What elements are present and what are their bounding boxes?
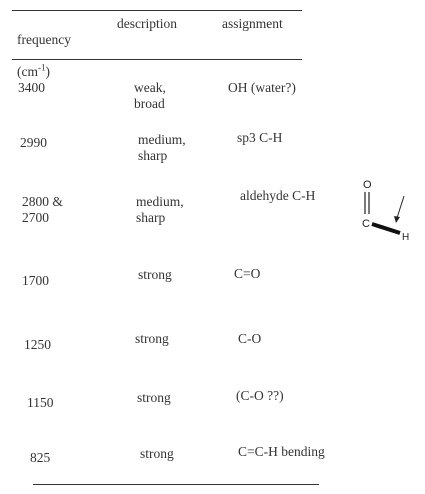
row-4-frequency: 1700 [22, 273, 49, 288]
atom-h-label: H [402, 232, 410, 243]
header-frequency-unit-sup: -1 [38, 62, 46, 73]
atom-o-label: O [363, 179, 372, 191]
row-7-description: strong [140, 446, 174, 461]
row-1-frequency: 3400 [18, 80, 45, 95]
row-5-frequency: 1250 [24, 337, 51, 352]
arrow-head-icon [394, 216, 400, 223]
row-4-assignment: C=O [234, 266, 261, 281]
row-3-frequency: 2800 & 2700 [22, 194, 63, 225]
row-7-frequency: 825 [30, 450, 51, 465]
atom-c-label: C [362, 218, 370, 230]
top-rule [12, 10, 302, 11]
aldehyde-structure-diagram [360, 178, 420, 248]
bottom-rule [33, 484, 319, 485]
row-5-description: strong [135, 331, 169, 346]
header-frequency [17, 16, 71, 80]
header-description: description [117, 16, 177, 31]
row-2-frequency: 2990 [20, 135, 47, 150]
row-3-assignment: aldehyde C-H [240, 188, 316, 203]
row-6-description: strong [137, 390, 171, 405]
row-3-description: medium, sharp [136, 194, 184, 225]
header-frequency-unit-prefix: (cm [17, 64, 38, 79]
row-6-assignment: (C-O ??) [236, 388, 284, 403]
row-1-assignment: OH (water?) [228, 80, 296, 95]
row-2-description: medium, sharp [138, 132, 186, 163]
header-frequency-unit-suffix: ) [45, 64, 50, 79]
header-assignment: assignment [222, 16, 283, 31]
row-7-assignment: C=C-H bending [238, 444, 325, 459]
row-6-frequency: 1150 [27, 395, 54, 410]
row-5-assignment: C-O [238, 331, 262, 346]
header-frequency-line1: frequency [17, 32, 71, 47]
row-2-assignment: sp3 C-H [237, 130, 283, 145]
header-rule [12, 59, 302, 60]
row-4-description: strong [138, 267, 172, 282]
row-1-description: weak, broad [134, 80, 166, 111]
c-h-bond-bold [372, 224, 400, 233]
arrow-shaft [397, 196, 404, 218]
